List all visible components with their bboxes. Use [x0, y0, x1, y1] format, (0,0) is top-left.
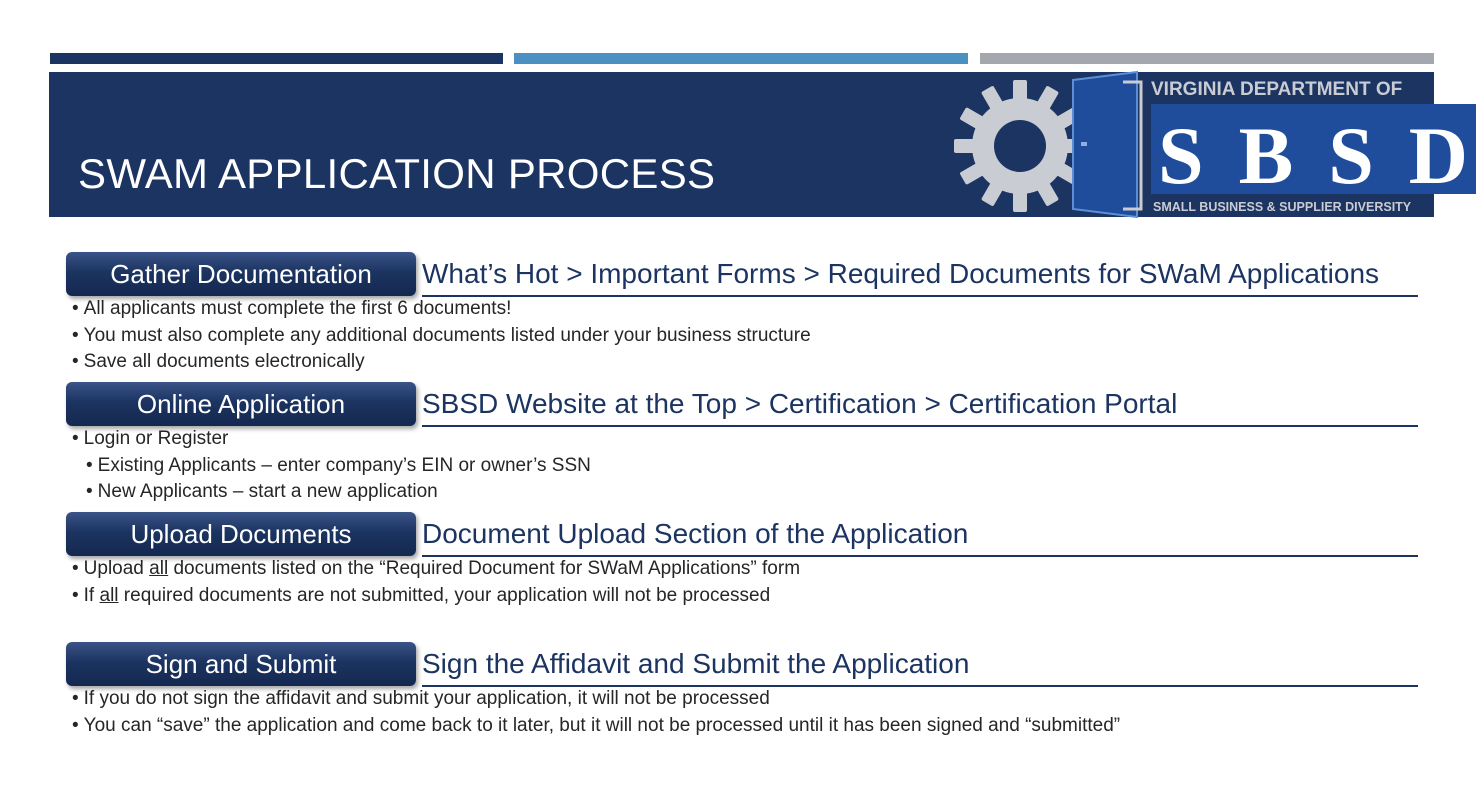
bullet-item — [66, 583, 1418, 610]
step-label: Gather Documentation — [66, 252, 416, 296]
bullet-subitem: • Existing Applicants – enter company’s EIN or owner’s SSN — [66, 453, 1418, 480]
step-sign-and-submit — [66, 642, 1418, 739]
accent-bar-gray — [980, 53, 1434, 64]
bullet-item: • If you do not sign the affidavit and submit your application, it will not be processed — [66, 686, 1418, 713]
step-label: Sign and Submit — [66, 642, 416, 686]
sbsd-logo — [955, 72, 1468, 217]
bullet-item — [66, 556, 1418, 583]
step-path: Document Upload Section of the Application — [422, 512, 1418, 557]
header-banner — [49, 72, 1468, 217]
bullet-item: • Save all documents electronically — [66, 349, 1418, 376]
accent-bar-blue — [514, 53, 968, 64]
step-path: Sign the Affidavit and Submit the Application — [422, 642, 1418, 687]
step-online-application — [66, 382, 1418, 506]
bullet-text: documents listed on the “Required Document for SWaM Applications” form — [168, 558, 801, 579]
bullet-item: • You must also complete any additional documents listed under your business structure — [66, 323, 1418, 350]
step-upload-documents — [66, 512, 1418, 609]
page-title: SWAM APPLICATION PROCESS — [78, 150, 716, 197]
step-gather-documentation — [66, 252, 1418, 376]
bullet-item: • You can “save” the application and come back to it later, but it will not be processed until it has been signed and “submitted” — [66, 713, 1418, 740]
underlined-word: all — [149, 558, 169, 579]
bullet-list — [66, 686, 1418, 739]
bullet-list — [66, 296, 1418, 376]
bullet-text: Upload — [83, 558, 150, 579]
bullet-item: • All applicants must complete the first 6 documents! — [66, 296, 1418, 323]
bullet-text: If — [83, 584, 100, 606]
step-path: SBSD Website at the Top > Certification > Certification Portal — [422, 382, 1418, 427]
bullet-subitem: • New Applicants – start a new application — [66, 479, 1418, 506]
gear-icon — [954, 80, 1086, 212]
bullet-list — [66, 426, 1418, 506]
logo-bottom-text: SMALL BUSINESS & SUPPLIER DIVERSITY — [1153, 200, 1412, 214]
bullet-item: • Login or Register — [66, 426, 1418, 453]
logo-top-text: VIRGINIA DEPARTMENT OF — [1151, 79, 1403, 100]
logo-main-text: SBSD — [1158, 110, 1468, 201]
step-path: What’s Hot > Important Forms > Required Documents for SWaM Applications — [422, 252, 1418, 297]
bullet-list — [66, 556, 1418, 609]
sbsd-logo-graphic — [955, 72, 1468, 217]
step-label: Online Application — [66, 382, 416, 426]
bullet-text: required documents are not submitted, your application will not be processed — [118, 584, 771, 606]
accent-bar-navy — [50, 53, 503, 64]
underlined-word: all — [99, 584, 119, 606]
door-icon — [1073, 72, 1141, 217]
step-label: Upload Documents — [66, 512, 416, 556]
